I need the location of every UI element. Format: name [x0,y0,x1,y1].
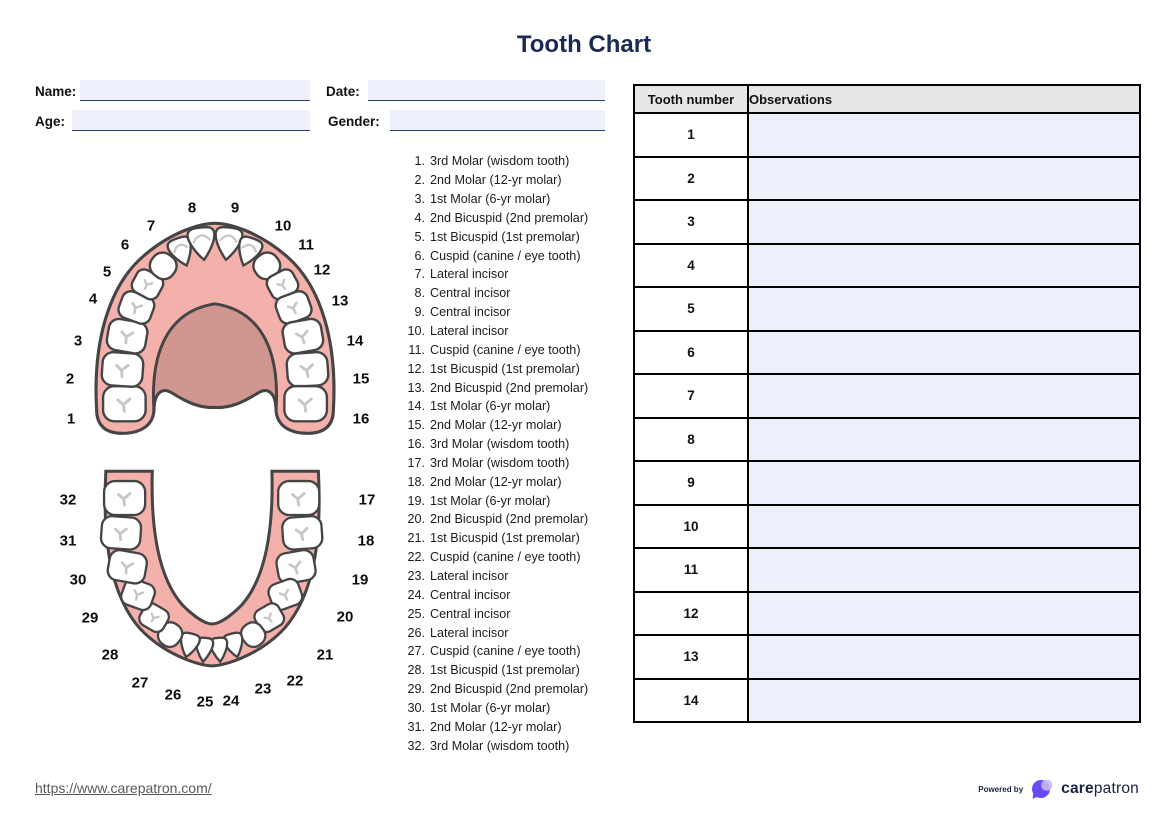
table-row [634,374,1140,418]
tooth-list-number: 17. [407,455,425,470]
tooth-list-name: 1st Molar (6-yr molar) [430,493,551,508]
tooth-label-31: 31 [59,532,77,550]
tooth-list-item [398,717,616,736]
page-title: Tooth Chart [516,31,652,58]
tooth-list-item [398,397,616,416]
tooth-list-number: 31. [407,719,425,734]
tooth-list-name: Lateral incisor [430,568,509,583]
observation-cell[interactable] [748,548,1140,592]
tooth-list-number: 6. [414,248,425,263]
tooth-list-item [398,227,616,246]
tooth-name-list [398,152,616,755]
tooth-label-30: 30 [69,571,87,589]
tooth-number-header: Tooth number [634,85,748,113]
tooth-diagram [55,195,385,720]
tooth-label-18: 18 [357,532,375,550]
observation-cell[interactable] [748,113,1140,157]
tooth-label-13: 13 [331,292,349,310]
table-row [634,287,1140,331]
tooth-list-number: 7. [414,267,425,282]
tooth-shape [286,351,329,387]
tooth-list-number: 10. [407,324,425,339]
tooth-list-item [398,246,616,265]
tooth-label-16: 16 [352,410,370,428]
tooth-label-4: 4 [88,290,98,308]
tooth-list-name: 3rd Molar (wisdom tooth) [430,154,570,169]
tooth-list-name: 3rd Molar (wisdom tooth) [430,738,570,753]
tooth-shape [281,317,325,355]
tooth-list-number: 16. [407,437,425,452]
tooth-label-17: 17 [358,491,376,509]
tooth-list-item [398,265,616,284]
table-row [634,461,1140,505]
tooth-list-item [398,623,616,642]
tooth-label-12: 12 [313,261,331,279]
date-label: Date: [326,84,360,99]
tooth-list-number: 1. [414,154,425,169]
observation-cell[interactable] [748,418,1140,462]
table-row [634,418,1140,462]
tooth-list-item [398,209,616,228]
tooth-list-name: 2nd Bicuspid (2nd premolar) [430,682,589,697]
tooth-number-cell: 1 [634,113,748,157]
tooth-list-number: 12. [407,361,425,376]
tooth-list-item [398,698,616,717]
tooth-list-item [398,322,616,341]
observation-cell[interactable] [748,157,1140,201]
tooth-list-item [398,736,616,755]
tooth-list-name: 2nd Bicuspid (2nd premolar) [430,210,589,225]
tooth-label-25: 25 [196,693,214,711]
table-row [634,505,1140,549]
tooth-list-name: 2nd Molar (12-yr molar) [430,173,562,188]
observation-cell[interactable] [748,461,1140,505]
tooth-list-number: 19. [407,493,425,508]
tooth-list-item [398,416,616,435]
table-row [634,679,1140,723]
observation-cell[interactable] [748,244,1140,288]
tooth-list-item [398,567,616,586]
tooth-list-name: 3rd Molar (wisdom tooth) [430,455,570,470]
tooth-shape [275,549,317,585]
table-header-row [634,85,1140,113]
tooth-list-number: 20. [407,512,425,527]
tooth-label-29: 29 [81,609,99,627]
carepatron-logo-icon [1030,777,1054,801]
tooth-shape [282,515,323,550]
tooth-list-number: 26. [407,625,425,640]
lower-arch-illustration [88,458,338,672]
tooth-list-item [398,548,616,567]
brand-patron: patron [1093,780,1139,797]
tooth-list-name: 1st Bicuspid (1st premolar) [430,531,580,546]
tooth-list-name: 1st Molar (6-yr molar) [430,700,551,715]
tooth-list-name: 1st Molar (6-yr molar) [430,399,551,414]
tooth-label-6: 6 [120,236,130,254]
tooth-list-name: 1st Bicuspid (1st premolar) [430,663,580,678]
gender-input[interactable] [390,110,605,131]
observations-table [633,84,1141,723]
tooth-number-cell: 5 [634,287,748,331]
tooth-list-name: 3rd Molar (wisdom tooth) [430,437,570,452]
tooth-shape [103,386,146,421]
table-row [634,113,1140,157]
carepatron-link[interactable]: https://www.carepatron.com/ [35,780,212,796]
table-row [634,635,1140,679]
tooth-number-cell: 14 [634,679,748,723]
observations-header: Observations [748,85,1140,113]
tooth-label-2: 2 [65,370,75,388]
tooth-list-name: 1st Molar (6-yr molar) [430,192,551,207]
tooth-list-number: 21. [407,531,425,546]
tooth-number-cell: 4 [634,244,748,288]
tooth-label-11: 11 [298,236,314,254]
tooth-list-item [398,529,616,548]
tooth-list-name: 1st Bicuspid (1st premolar) [430,229,580,244]
tooth-number-cell: 3 [634,200,748,244]
tooth-list-name: 2nd Molar (12-yr molar) [430,474,562,489]
tooth-label-1: 1 [66,410,76,428]
tooth-list-name: Central incisor [430,305,511,320]
observation-cell[interactable] [748,331,1140,375]
tooth-list-number: 2. [414,173,425,188]
table-row [634,200,1140,244]
tooth-list-number: 13. [407,380,425,395]
gender-label: Gender: [328,114,380,129]
tooth-label-9: 9 [230,199,240,217]
tooth-label-26: 26 [164,686,182,704]
tooth-label-8: 8 [187,199,197,217]
tooth-number-cell: 13 [634,635,748,679]
tooth-list-item [398,435,616,454]
tooth-shape [104,481,145,515]
tooth-list-number: 8. [414,286,425,301]
tooth-number-cell: 12 [634,592,748,636]
tooth-list-name: 1st Bicuspid (1st premolar) [430,361,580,376]
tooth-list-item [398,510,616,529]
tooth-list-number: 5. [414,229,425,244]
tooth-list-name: 2nd Molar (12-yr molar) [430,418,562,433]
age-label: Age: [35,114,65,129]
tooth-shape [278,481,319,515]
tooth-list-item [398,171,616,190]
tooth-label-14: 14 [346,332,364,350]
tooth-label-23: 23 [254,680,272,698]
tooth-list-item [398,378,616,397]
tooth-list-number: 25. [407,606,425,621]
tooth-label-22: 22 [286,672,304,690]
tooth-number-cell: 8 [634,418,748,462]
tooth-label-32: 32 [59,491,77,509]
tooth-list-item [398,454,616,473]
tooth-label-10: 10 [274,217,292,235]
tooth-list-item [398,303,616,322]
tooth-number-cell: 2 [634,157,748,201]
brand-care: care [1061,780,1094,797]
table-row [634,331,1140,375]
observation-cell[interactable] [748,505,1140,549]
tooth-label-28: 28 [101,646,119,664]
tooth-label-27: 27 [131,674,149,692]
table-row [634,244,1140,288]
tooth-list-name: Cuspid (canine / eye tooth) [430,342,581,357]
tooth-list-name: 2nd Bicuspid (2nd premolar) [430,380,589,395]
tooth-number-cell: 6 [634,331,748,375]
carepatron-wordmark [1061,780,1139,798]
tooth-list-name: Lateral incisor [430,267,509,282]
name-input[interactable] [80,80,310,101]
tooth-list-number: 27. [407,644,425,659]
tooth-list-number: 18. [407,474,425,489]
tooth-list-name: Central incisor [430,286,511,301]
tooth-label-15: 15 [352,370,370,388]
tooth-list-item [398,604,616,623]
tooth-label-24: 24 [222,692,240,710]
tooth-list-number: 15. [407,418,425,433]
tooth-list-item [398,190,616,209]
tooth-list-number: 11. [408,342,425,357]
tooth-label-3: 3 [73,332,83,350]
table-row [634,157,1140,201]
tooth-list-item [398,585,616,604]
tooth-list-number: 3. [414,192,425,207]
tooth-list-item [398,661,616,680]
name-label: Name: [35,84,77,99]
tooth-list-name: Central incisor [430,606,511,621]
tooth-list-name: 2nd Bicuspid (2nd premolar) [430,512,589,527]
tooth-list-number: 30. [407,700,425,715]
tooth-label-7: 7 [146,217,156,235]
tooth-list-number: 24. [407,587,425,602]
tooth-number-cell: 9 [634,461,748,505]
tooth-list-item [398,642,616,661]
tooth-list-number: 9. [414,305,425,320]
tooth-list-item [398,359,616,378]
tooth-list-item [398,491,616,510]
observation-cell[interactable] [748,592,1140,636]
observation-cell[interactable] [748,679,1140,723]
tooth-list-number: 4. [414,210,425,225]
tooth-label-21: 21 [316,646,334,664]
tooth-label-20: 20 [336,608,354,626]
age-input[interactable] [72,110,310,131]
tooth-list-name: Cuspid (canine / eye tooth) [430,644,581,659]
tooth-list-number: 29. [407,682,425,697]
tooth-list-item [398,152,616,171]
tooth-shape [106,549,148,585]
tooth-list-item [398,284,616,303]
tooth-number-cell: 10 [634,505,748,549]
tooth-number-cell: 7 [634,374,748,418]
tooth-list-name: Cuspid (canine / eye tooth) [430,550,581,565]
tooth-label-5: 5 [102,263,112,281]
observation-cell[interactable] [748,374,1140,418]
tooth-list-name: Central incisor [430,587,511,602]
tooth-list-name: 2nd Molar (12-yr molar) [430,719,562,734]
powered-by-branding [978,777,1139,801]
table-row [634,592,1140,636]
tooth-list-item [398,680,616,699]
tooth-list-name: Lateral incisor [430,625,509,640]
observation-cell[interactable] [748,287,1140,331]
tooth-label-19: 19 [351,571,369,589]
tooth-shape [284,386,327,421]
observation-cell[interactable] [748,200,1140,244]
tooth-list-name: Lateral incisor [430,324,509,339]
date-input[interactable] [368,80,605,101]
tooth-list-item [398,472,616,491]
tooth-list-number: 32. [407,738,425,753]
powered-by-label: Powered by [978,784,1024,794]
tooth-shape [101,351,144,387]
tooth-list-number: 28. [407,663,425,678]
tooth-number-cell: 11 [634,548,748,592]
observation-cell[interactable] [748,635,1140,679]
tooth-list-item [398,340,616,359]
tooth-list-number: 22. [407,550,425,565]
tooth-list-number: 23. [407,568,425,583]
tooth-list-name: Cuspid (canine / eye tooth) [430,248,581,263]
tooth-shape [100,515,141,550]
table-row [634,548,1140,592]
tooth-list-number: 14. [407,399,425,414]
